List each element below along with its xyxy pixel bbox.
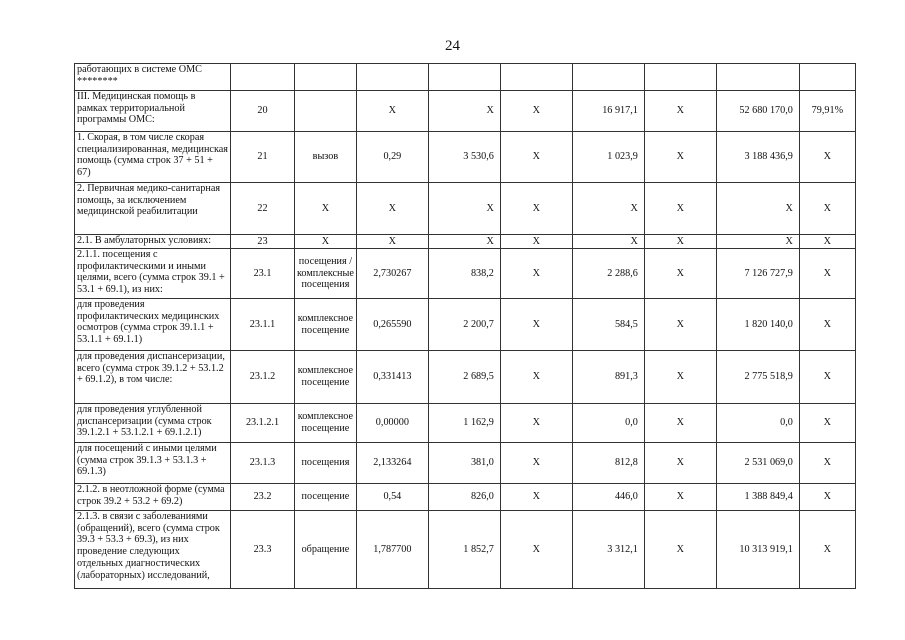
cell-c4: 2,133264 — [356, 443, 428, 484]
cell-c7: 446,0 — [572, 484, 644, 511]
cell-c4: X — [356, 235, 428, 249]
cell-c6: X — [500, 235, 572, 249]
row-code: 23.2 — [231, 484, 295, 511]
row-label: 2.1. В амбулаторных условиях: — [75, 235, 231, 249]
row-code: 23.1.2 — [231, 351, 295, 404]
cell-c5: 826,0 — [428, 484, 500, 511]
cell-c7: 584,5 — [572, 299, 644, 351]
row-label: для посещений с иными целями (сумма строк 39.1.3 + 53.1.3 + 69.1.3) — [75, 443, 231, 484]
cell-c10: X — [799, 511, 855, 589]
cell-c4: 0,265590 — [356, 299, 428, 351]
row-code: 20 — [231, 91, 295, 132]
cell-c10: X — [799, 404, 855, 443]
cell-c7: 16 917,1 — [572, 91, 644, 132]
cell-c4: 1,787700 — [356, 511, 428, 589]
cell-c10: X — [799, 132, 855, 183]
cell-c4 — [356, 64, 428, 91]
cell-c8: X — [644, 351, 716, 404]
cell-c9: 1 388 849,4 — [716, 484, 799, 511]
cell-c8: X — [644, 249, 716, 299]
row-unit: комплексное посещение — [295, 351, 357, 404]
cell-c5: 3 530,6 — [428, 132, 500, 183]
cell-c5: 838,2 — [428, 249, 500, 299]
table-row — [75, 484, 856, 511]
cell-c8: X — [644, 443, 716, 484]
row-unit: комплексное посещение — [295, 299, 357, 351]
row-code — [231, 64, 295, 91]
table-row — [75, 64, 856, 91]
cell-c5: X — [428, 91, 500, 132]
cell-c8 — [644, 64, 716, 91]
cell-c7: 891,3 — [572, 351, 644, 404]
table-row — [75, 235, 856, 249]
table-row — [75, 249, 856, 299]
row-code: 23 — [231, 235, 295, 249]
cell-c7: 2 288,6 — [572, 249, 644, 299]
cell-c8: X — [644, 91, 716, 132]
row-code: 22 — [231, 183, 295, 235]
cell-c9: X — [716, 183, 799, 235]
row-label: 2.1.2. в неотложной форме (сумма строк 39.2 + 53.2 + 69.2) — [75, 484, 231, 511]
cell-c9: 0,0 — [716, 404, 799, 443]
cell-c5: 2 689,5 — [428, 351, 500, 404]
cell-c4: 0,331413 — [356, 351, 428, 404]
cell-c9: X — [716, 235, 799, 249]
cell-c6: X — [500, 443, 572, 484]
cell-c10: X — [799, 235, 855, 249]
cell-c8: X — [644, 511, 716, 589]
cell-c6: X — [500, 183, 572, 235]
table-row — [75, 132, 856, 183]
cell-c9 — [716, 64, 799, 91]
cell-c8: X — [644, 404, 716, 443]
cell-c9: 3 188 436,9 — [716, 132, 799, 183]
cell-c10: X — [799, 443, 855, 484]
cell-c6: X — [500, 511, 572, 589]
cell-c4: X — [356, 91, 428, 132]
cell-c9: 2 775 518,9 — [716, 351, 799, 404]
row-code: 23.1.3 — [231, 443, 295, 484]
cell-c7: 1 023,9 — [572, 132, 644, 183]
row-unit — [295, 64, 357, 91]
row-unit — [295, 91, 357, 132]
row-code: 23.1.1 — [231, 299, 295, 351]
cell-c4: 0,54 — [356, 484, 428, 511]
row-unit: вызов — [295, 132, 357, 183]
row-unit: посещения /комплексные посещения — [295, 249, 357, 299]
cell-c4: 0,29 — [356, 132, 428, 183]
row-label: для проведения диспансеризации, всего (сумма строк 39.1.2 + 53.1.2 + 69.1.2), в том числе: — [75, 351, 231, 404]
row-label: работающих в системе ОМС ******** — [75, 64, 231, 91]
cell-c8: X — [644, 132, 716, 183]
cell-c6: X — [500, 484, 572, 511]
cell-c10 — [799, 64, 855, 91]
table-row — [75, 443, 856, 484]
row-label: для проведения профилактических медицинских осмотров (сумма строк 39.1.1 + 53.1.1 + 69.1.1) — [75, 299, 231, 351]
cell-c10: X — [799, 351, 855, 404]
cell-c6: X — [500, 351, 572, 404]
row-label: 2. Первичная медико-санитарная помощь, за исключением медицинской реабилитации — [75, 183, 231, 235]
table-row — [75, 511, 856, 589]
cell-c9: 10 313 919,1 — [716, 511, 799, 589]
cell-c7 — [572, 64, 644, 91]
cell-c7: 812,8 — [572, 443, 644, 484]
table-row — [75, 183, 856, 235]
cell-c7: X — [572, 235, 644, 249]
row-label: 2.1.3. в связи с заболеваниями (обращений), всего (сумма строк 39.3 + 53.3 + 69.3), из них проведение следующих отдельных диагностических (лабораторных) исследований, — [75, 511, 231, 589]
cell-c6: X — [500, 132, 572, 183]
row-code: 23.3 — [231, 511, 295, 589]
row-unit: X — [295, 235, 357, 249]
row-unit: посещение — [295, 484, 357, 511]
row-unit: комплексное посещение — [295, 404, 357, 443]
row-unit: обращение — [295, 511, 357, 589]
row-label: 1. Скорая, в том числе скорая специализированная, медицинская помощь (сумма строк 37 + 51 + 67) — [75, 132, 231, 183]
cell-c10: X — [799, 249, 855, 299]
cell-c6: X — [500, 299, 572, 351]
cell-c5: 2 200,7 — [428, 299, 500, 351]
cell-c5: 1 852,7 — [428, 511, 500, 589]
table-row — [75, 404, 856, 443]
cell-c10: X — [799, 299, 855, 351]
cell-c4: X — [356, 183, 428, 235]
cell-c6: X — [500, 249, 572, 299]
cell-c6: X — [500, 404, 572, 443]
cell-c4: 0,00000 — [356, 404, 428, 443]
cell-c9: 7 126 727,9 — [716, 249, 799, 299]
cell-c4: 2,730267 — [356, 249, 428, 299]
cell-c10: 79,91% — [799, 91, 855, 132]
cell-c8: X — [644, 484, 716, 511]
cell-c7: 0,0 — [572, 404, 644, 443]
table-row — [75, 351, 856, 404]
cell-c5 — [428, 64, 500, 91]
row-label: для проведения углубленной диспансеризации (сумма строк 39.1.2.1 + 53.1.2.1 + 69.1.2.1) — [75, 404, 231, 443]
cell-c8: X — [644, 183, 716, 235]
cell-c9: 52 680 170,0 — [716, 91, 799, 132]
cell-c6: X — [500, 91, 572, 132]
cell-c10: X — [799, 183, 855, 235]
row-code: 23.1.2.1 — [231, 404, 295, 443]
table-row — [75, 91, 856, 132]
cell-c7: 3 312,1 — [572, 511, 644, 589]
row-unit: посещения — [295, 443, 357, 484]
data-table — [74, 63, 856, 589]
cell-c7: X — [572, 183, 644, 235]
cell-c5: X — [428, 183, 500, 235]
row-label: 2.1.1. посещения с профилактическими и иными целями, всего (сумма строк 39.1 + 53.1 + 69.1), из них: — [75, 249, 231, 299]
cell-c8: X — [644, 235, 716, 249]
cell-c5: 1 162,9 — [428, 404, 500, 443]
cell-c5: 381,0 — [428, 443, 500, 484]
table-row — [75, 299, 856, 351]
cell-c10: X — [799, 484, 855, 511]
row-label: III. Медицинская помощь в рамках территориальной программы ОМС: — [75, 91, 231, 132]
cell-c9: 1 820 140,0 — [716, 299, 799, 351]
page-number: 24 — [445, 38, 460, 54]
row-unit: X — [295, 183, 357, 235]
row-code: 23.1 — [231, 249, 295, 299]
row-code: 21 — [231, 132, 295, 183]
cell-c9: 2 531 069,0 — [716, 443, 799, 484]
cell-c6 — [500, 64, 572, 91]
cell-c8: X — [644, 299, 716, 351]
cell-c5: X — [428, 235, 500, 249]
